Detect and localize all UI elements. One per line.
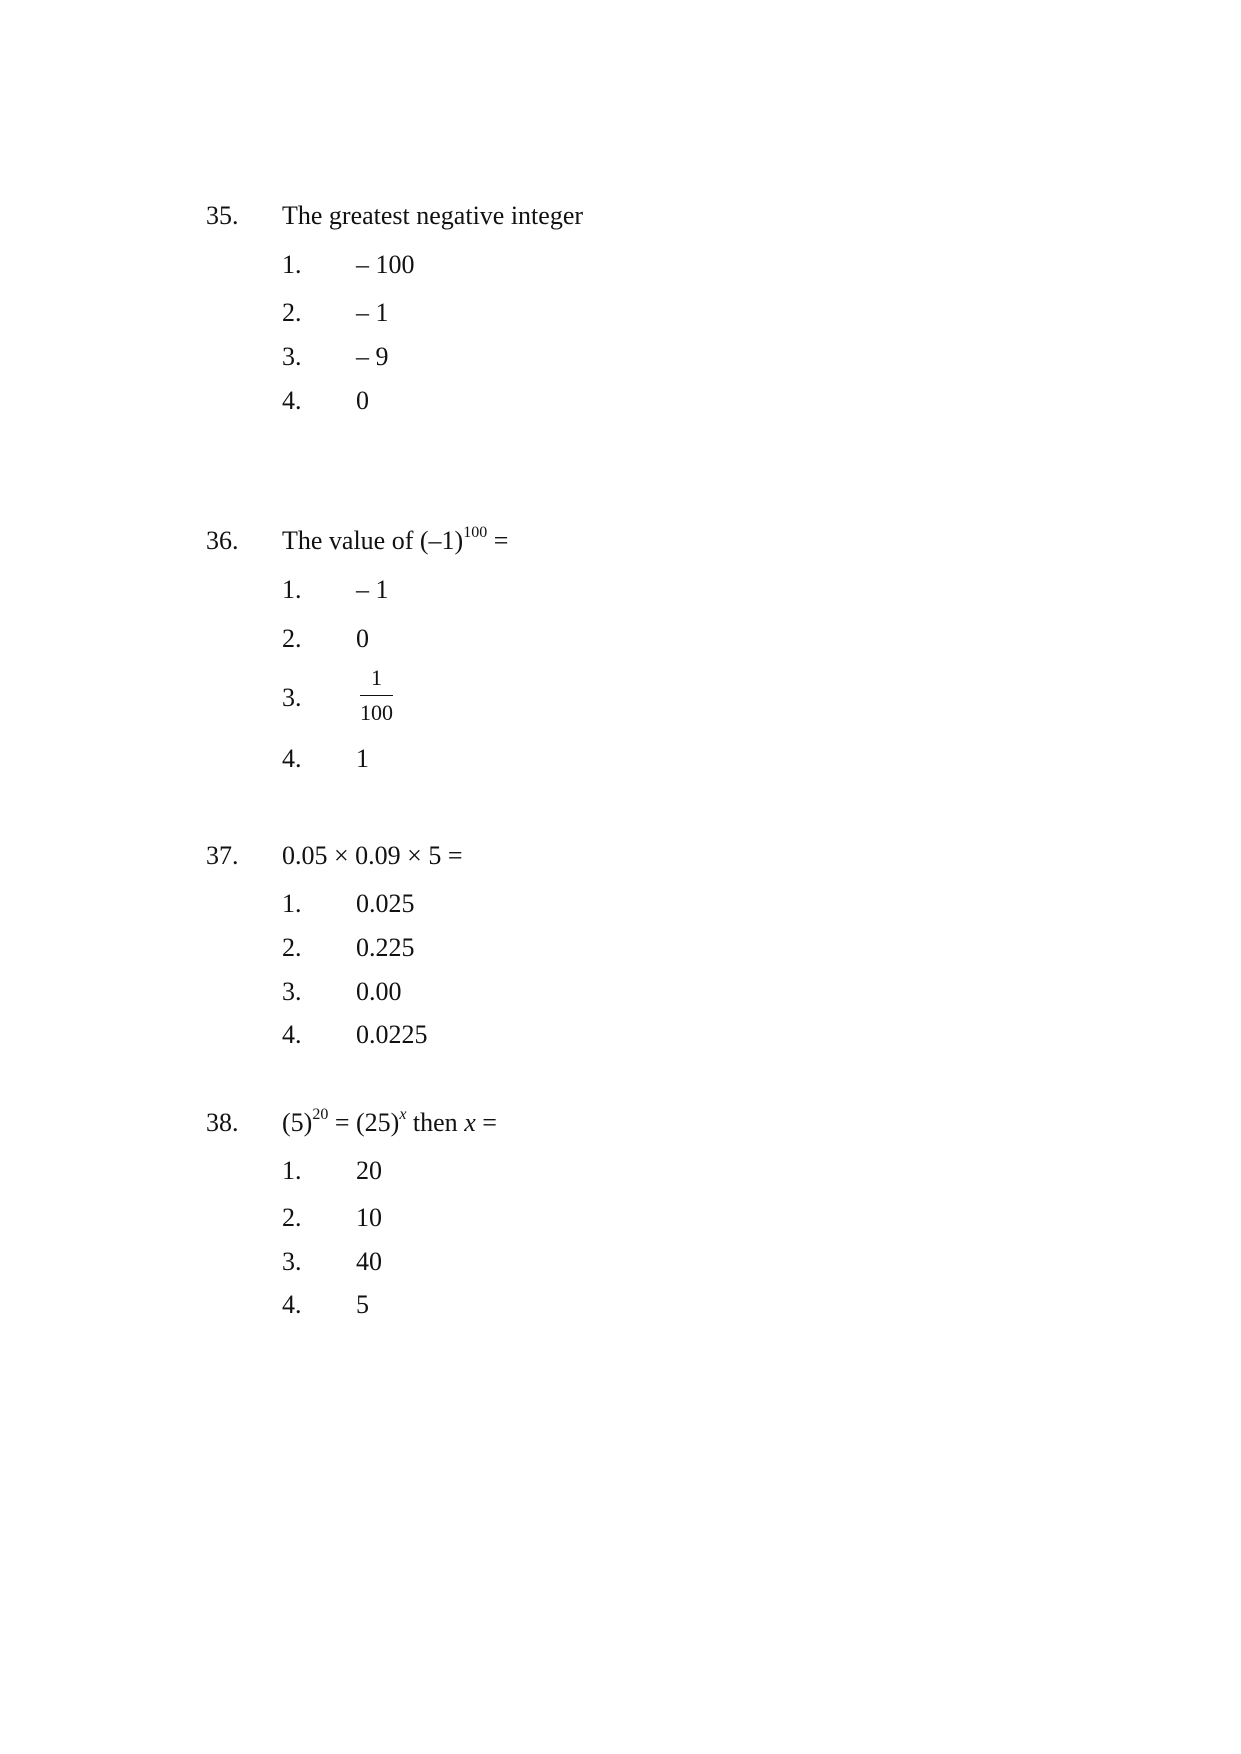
question-number: 35. xyxy=(206,201,239,230)
question-text: The greatest negative integer xyxy=(282,201,584,230)
option-number: 1. xyxy=(282,1156,302,1185)
question-number: 37. xyxy=(206,841,239,870)
option-value: 1 xyxy=(356,744,369,773)
option-number: 2. xyxy=(282,624,302,653)
fraction-numerator: 1 xyxy=(360,667,393,696)
exponent-variable xyxy=(399,1106,406,1123)
option-number: 2. xyxy=(282,933,302,962)
option-value: 5 xyxy=(356,1290,369,1319)
option-value: 0 xyxy=(356,624,369,653)
fraction xyxy=(360,667,393,725)
question-text-tail: = xyxy=(487,526,509,555)
option-number: 2. xyxy=(282,1203,302,1232)
option-value: 0.025 xyxy=(356,889,415,918)
question-text-c: then xyxy=(406,1108,465,1137)
fraction-denominator: 100 xyxy=(360,700,393,725)
exponent: 20 xyxy=(312,1106,329,1124)
option-number: 3. xyxy=(282,683,302,712)
question-text-base: The value of (–1) xyxy=(282,526,464,555)
option-number: 1. xyxy=(282,250,302,279)
option-value: – 9 xyxy=(356,342,389,371)
question-text-b: = (25) xyxy=(328,1108,400,1137)
option-value: 40 xyxy=(356,1247,382,1276)
question-text-d: = xyxy=(475,1108,497,1137)
option-value: 0 xyxy=(356,386,369,415)
option-number: 4. xyxy=(282,1290,302,1319)
option-value: 0.0225 xyxy=(356,1020,428,1049)
option-number: 1. xyxy=(282,889,302,918)
question-number: 38. xyxy=(206,1108,239,1137)
option-number: 4. xyxy=(282,386,302,415)
option-value: 0.00 xyxy=(356,977,402,1006)
question-text xyxy=(282,524,509,555)
question-text xyxy=(282,1106,497,1137)
question-text-a: (5) xyxy=(282,1108,313,1137)
option-number: 4. xyxy=(282,1020,302,1049)
option-number: 1. xyxy=(282,575,302,604)
option-number: 3. xyxy=(282,1247,302,1276)
option-value: – 1 xyxy=(356,298,389,327)
exponent-x: x xyxy=(399,1106,407,1124)
option-value: – 100 xyxy=(356,250,415,279)
question-text: 0.05 × 0.09 × 5 = xyxy=(282,841,463,870)
option-number: 4. xyxy=(282,744,302,773)
option-number: 2. xyxy=(282,298,302,327)
option-number: 3. xyxy=(282,342,302,371)
question-number: 36. xyxy=(206,526,239,555)
option-value: 20 xyxy=(356,1156,382,1185)
exponent: 100 xyxy=(463,524,488,542)
option-value: 10 xyxy=(356,1203,382,1232)
option-value: 0.225 xyxy=(356,933,415,962)
option-number: 3. xyxy=(282,977,302,1006)
variable-x: x xyxy=(464,1108,476,1137)
option-value: – 1 xyxy=(356,575,389,604)
